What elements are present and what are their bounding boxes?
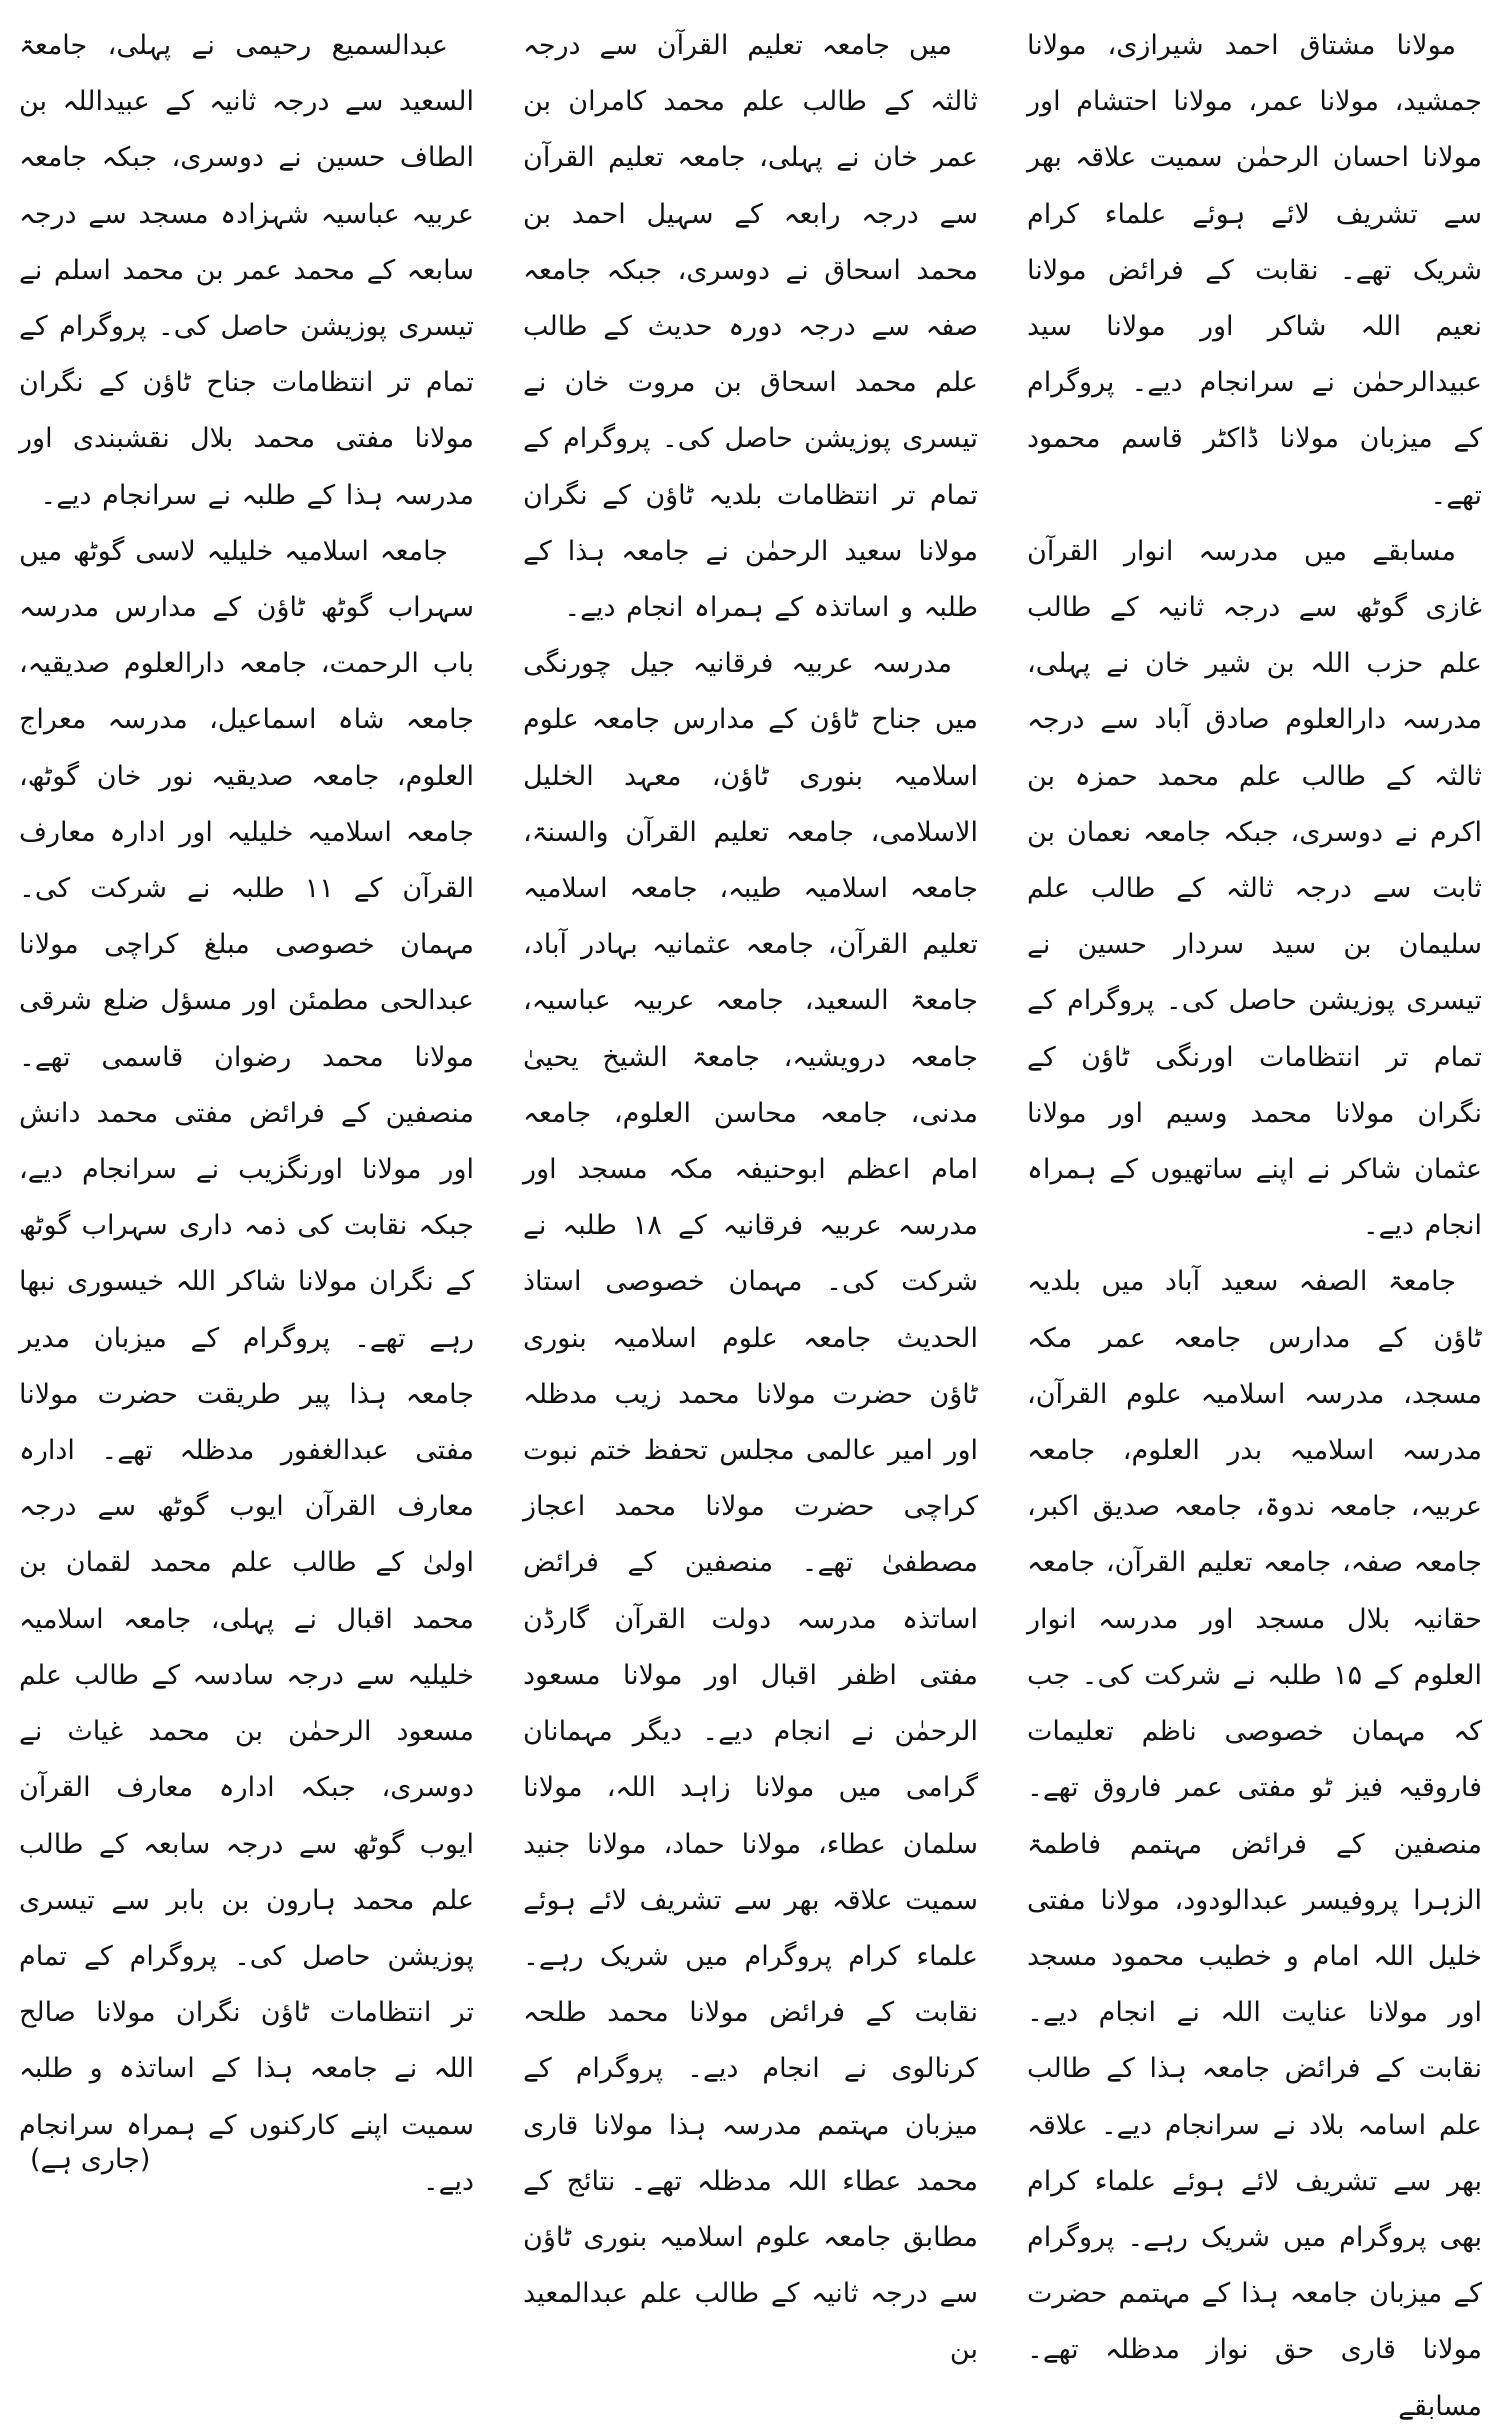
continued-note: (جاری ہے) [30,2144,151,2175]
article-paragraph: جامعہ اسلامیہ خلیلیہ لاسی گوٹھ میں سہراب گوٹھ ٹاؤن کے مدارس مدرسہ باب الرحمت، جامعہ دارالعلوم صدیقیہ، جامعہ شاہ اسماعیل، مدرسہ معراج العلوم، جامعہ صدیقیہ نور خان گوٹھ، جامعہ اسلامیہ خلیلیہ اور ادارہ معارف القرآن کے ۱۱ طلبہ نے شرکت کی۔ مہمان خصوصی مبلغ کراچی مولانا عبدالحی مطمئن اور مسؤل ضلع شرقی مولانا محمد رضوان قاسمی تھے۔ منصفین کے فرائض مفتی محمد دانش اور مولانا اورنگزیب نے سرانجام دیے، جبکہ نقابت کی ذمہ داری سہراب گوٹھ کے نگران مولانا شاکر اللہ خیسوری نبھا رہے تھے۔ پروگرام کے میزبان مدیر جامعہ ہذا پیر طریقت حضرت مولانا مفتی عبدالغفور مدظلہ تھے۔ ادارہ معارف القرآن ایوب گوٹھ سے درجہ اولیٰ کے طالب علم محمد لقمان بن محمد اقبال نے پہلی، جامعہ اسلامیہ خلیلیہ سے درجہ سادسہ کے طالب علم مسعود الرحمٰن بن محمد غیاث نے دوسری، جبکہ ادارہ معارف القرآن ایوب گوٹھ سے درجہ سابعہ کے طالب علم محمد ہارون بن بابر سے تیسری پوزیشن حاصل کی۔ پروگرام کے تمام تر انتظامات ٹاؤن نگران مولانا صالح اللہ نے جامعہ ہذا کے اساتذہ و طلبہ سمیت اپنے کارکنوں کے ہمراہ سرانجام دیے۔ [19,535,474,2197]
article-paragraph: جامعۃ الصفہ سعید آباد میں بلدیہ ٹاؤن کے مدارس جامعہ عمر مکہ مسجد، مدرسہ اسلامیہ علوم القرآن، مدرسہ اسلامیہ بدر العلوم، جامعہ عربیہ، جامعہ ندوۃ، جامعہ صدیق اکبر، جامعہ صفہ، جامعہ تعلیم القرآن، جامعہ حقانیہ بلال مسجد اور مدرسہ انوار العلوم کے ۱۵ طلبہ نے شرکت کی۔ جب کہ مہمان خصوصی ناظم تعلیمات فاروقیہ فیز ٹو مفتی عمر فاروق تھے۔ منصفین کے فرائض مہتمم فاطمۃ الزہرا پروفیسر عبدالودود، مولانا مفتی خلیل اللہ امام و خطیب محمود مسجد اور مولانا عنایت اللہ نے انجام دیے۔ نقابت کے فرائض جامعہ ہذا کے طالب علم اسامہ بلاد نے سرانجام دیے۔ علاقہ بھر سے تشریف لائے ہوئے علماء کرام بھی پروگرام میں شریک رہے۔ پروگرام کے میزبان جامعہ ہذا کے مہتمم حضرت مولانا قاری حق نواز مدظلہ تھے۔ مسابقے [1027,1266,1482,2422]
article-paragraph: عبدالسمیع رحیمی نے پہلی، جامعۃ السعید سے درجہ ثانیہ کے عبیداللہ بن الطاف حسین نے دوسری، جبکہ جامعہ عربیہ عباسیہ شہزادہ مسجد سے درجہ سابعہ کے محمد عمر بن محمد اسلم نے تیسری پوزیشن حاصل کی۔ پروگرام کے تمام تر انتظامات جناح ٹاؤن کے نگران مولانا مفتی محمد بلال نقشبندی اور مدرسہ ہذا کے طلبہ نے سرانجام دیے۔ [19,30,474,511]
article-paragraph: مسابقے میں مدرسہ انوار القرآن غازی گوٹھ سے درجہ ثانیہ کے طالب علم حزب اللہ بن شیر خان نے پہلی، مدرسہ دارالعلوم صادق آباد سے درجہ ثالثہ کے طالب علم محمد حمزہ بن اکرم نے دوسری، جبکہ جامعہ نعمان بن ثابت سے درجہ ثالثہ کے طالب علم سلیمان بن سید سردار حسین نے تیسری پوزیشن حاصل کی۔ پروگرام کے تمام تر انتظامات اورنگی ٹاؤن کے نگران مولانا محمد وسیم اور مولانا عثمان شاکر نے اپنے ساتھیوں کے ہمراہ انجام دیے۔ [1027,535,1482,1242]
article-column-right [1027,18,1482,2422]
article-paragraph: میں جامعہ تعلیم القرآن سے درجہ ثالثہ کے طالب علم محمد کامران بن عمر خان نے پہلی، جامعہ تعلیم القرآن سے درجہ رابعہ کے سہیل احمد بن محمد اسحاق نے دوسری، جبکہ جامعہ صفہ سے درجہ دورہ حدیث کے طالب علم محمد اسحاق بن مروت خان نے تیسری پوزیشن حاصل کی۔ پروگرام کے تمام تر انتظامات بلدیہ ٹاؤن کے نگران مولانا سعید الرحمٰن نے جامعہ ہذا کے طلبہ و اساتذہ کے ہمراہ انجام دیے۔ [523,30,978,624]
article-column-middle [523,18,978,2366]
article-paragraph: مدرسہ عربیہ فرقانیہ جیل چورنگی میں جناح ٹاؤن کے مدارس جامعہ علوم اسلامیہ بنوری ٹاؤن، معہد الخلیل الاسلامی، جامعہ تعلیم القرآن والسنۃ، جامعہ اسلامیہ طیبہ، جامعہ اسلامیہ تعلیم القرآن، جامعہ عثمانیہ بہادر آباد، جامعۃ السعید، جامعہ عربیہ عباسیہ، جامعہ درویشیہ، جامعۃ الشیخ یحییٰ مدنی، جامعہ محاسن العلوم، جامعہ امام اعظم ابوحنیفہ مکہ مسجد اور مدرسہ عربیہ فرقانیہ کے ۱۸ طلبہ نے شرکت کی۔ مہمان خصوصی استاذ الحدیث جامعہ علوم اسلامیہ بنوری ٹاؤن حضرت مولانا محمد زیب مدظلہ اور امیر عالمی مجلس تحفظ ختم نبوت کراچی حضرت مولانا محمد اعجاز مصطفیٰ تھے۔ منصفین کے فرائض اساتذہ مدرسہ دولت القرآن گارڈن مفتی اظفر اقبال اور مولانا مسعود الرحمٰن نے انجام دیے۔ دیگر مہمانان گرامی میں مولانا زاہد اللہ، مولانا سلمان عطاء، مولانا حماد، مولانا جنید سمیت علاقہ بھر سے تشریف لائے ہوئے علماء کرام پروگرام میں شریک رہے۔ نقابت کے فرائض مولانا محمد طلحہ کرنالوی نے انجام دیے۔ پروگرام کے میزبان مہتمم مدرسہ ہذا مولانا قاری محمد عطاء اللہ مدظلہ تھے۔ نتائج کے مطابق جامعہ علوم اسلامیہ بنوری ٹاؤن سے درجہ ثانیہ کے طالب علم عبدالمعید بن [523,648,978,2366]
article-paragraph: مولانا مشتاق احمد شیرازی، مولانا جمشید، مولانا عمر، مولانا احتشام اور مولانا احسان الرحمٰن سمیت علاقہ بھر سے تشریف لائے ہوئے علماء کرام شریک تھے۔ نقابت کے فرائض مولانا نعیم اللہ شاکر اور مولانا سید عبیدالرحمٰن نے سرانجام دیے۔ پروگرام کے میزبان مولانا ڈاکٹر قاسم محمود تھے۔ [1027,30,1482,511]
